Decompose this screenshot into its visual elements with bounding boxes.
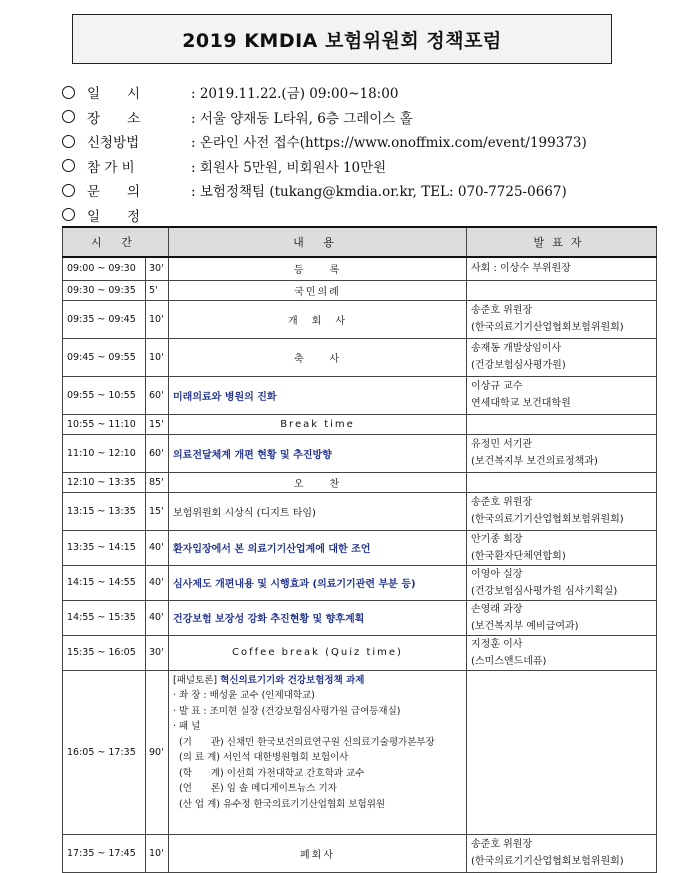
info-row xyxy=(62,80,662,105)
time-cell: 16:05 ~ 17:35 xyxy=(63,670,146,834)
content-cell: 오 찬 xyxy=(169,472,467,492)
duration-cell: 90' xyxy=(146,670,169,834)
time-cell: 09:45 ~ 09:55 xyxy=(63,338,146,376)
presenter-cell xyxy=(467,834,657,872)
content-cell: 등 록 xyxy=(169,257,467,280)
panel-line: (기 관) 신채민 한국보건의료연구원 신의료기술평가본부장 xyxy=(179,736,435,748)
table-row-panel xyxy=(63,670,657,834)
info-row xyxy=(62,129,662,154)
time-cell: 15:35 ~ 16:05 xyxy=(63,635,146,670)
presenter-affiliation: (한국의료기기산업협회보험위원회) xyxy=(471,856,624,867)
presenter-cell xyxy=(467,414,657,434)
presenter-name: 이영아 실장 xyxy=(471,568,523,580)
time-cell: 11:10 ~ 12:10 xyxy=(63,434,146,472)
duration-cell: 60' xyxy=(146,376,169,414)
presenter-cell xyxy=(467,300,657,338)
duration-cell: 30' xyxy=(146,635,169,670)
content-cell: 축 사 xyxy=(169,338,467,376)
presenter-cell xyxy=(467,434,657,472)
info-value: : 2019.11.22.(금) 09:00~18:00 xyxy=(191,86,399,103)
presenter-affiliation: (보건복지부 예비급여과) xyxy=(471,620,579,632)
presenter-affiliation: (한국의료기기산업협회보험위원회) xyxy=(471,322,624,333)
presenter-cell xyxy=(467,472,657,492)
panel-title: 혁신의료기기와 건강보험정책 과제 xyxy=(220,674,365,686)
time-cell: 13:15 ~ 13:35 xyxy=(63,492,146,530)
table-row xyxy=(63,472,657,492)
info-label: 신청방법 xyxy=(87,135,140,152)
circle-bullet-icon xyxy=(62,159,75,172)
panel-title-line xyxy=(173,673,462,689)
table-row xyxy=(63,257,657,280)
content-cell: 보험위원회 시상식 (디지트 타임) xyxy=(169,492,467,530)
time-cell: 10:55 ~ 11:10 xyxy=(63,414,146,434)
time-cell: 17:35 ~ 17:45 xyxy=(63,834,146,872)
info-row xyxy=(62,203,662,228)
table-row xyxy=(63,300,657,338)
presenter-name: 안기종 회장 xyxy=(471,533,523,545)
content-cell: Break time xyxy=(169,414,467,434)
info-label: 장 소 xyxy=(87,110,141,127)
duration-cell: 40' xyxy=(146,600,169,635)
header-time: 시 간 xyxy=(63,227,169,257)
content-cell: 건강보험 보장성 강화 추진현황 및 향후계획 xyxy=(169,600,467,635)
time-cell: 09:00 ~ 09:30 xyxy=(63,257,146,280)
table-row xyxy=(63,834,657,872)
panel-content-cell xyxy=(169,670,467,834)
table-row xyxy=(63,492,657,530)
table-row xyxy=(63,565,657,600)
table-row xyxy=(63,530,657,565)
panel-line: · 패 널 xyxy=(173,721,201,732)
circle-bullet-icon xyxy=(62,86,75,99)
content-cell: 폐회사 xyxy=(169,834,467,872)
presenter-cell xyxy=(467,635,657,670)
info-label: 문 의 xyxy=(87,184,141,201)
presenter-cell xyxy=(467,530,657,565)
table-row xyxy=(63,376,657,414)
content-cell: Coffee break (Quiz time) xyxy=(169,635,467,670)
panel-line: · 발 표 : 조미현 실장 (건강보험심사평가원 급여등재실) xyxy=(173,705,401,717)
presenter-affiliation: (보건복지부 보건의료정책과) xyxy=(471,456,598,467)
presenter-name: 유정민 서기관 xyxy=(471,439,533,450)
content-cell: 의료전달체계 개편 현황 및 추진방향 xyxy=(169,434,467,472)
time-cell: 14:15 ~ 14:55 xyxy=(63,565,146,600)
presenter-cell xyxy=(467,280,657,300)
info-label: 일 시 xyxy=(87,86,141,103)
presenter-name: 송준호 위원장 xyxy=(471,497,533,508)
duration-cell: 10' xyxy=(146,834,169,872)
presenter-name: 송준호 위원장 xyxy=(471,839,533,850)
presenter-affiliation: (한국의료기기산업협회보험위원회) xyxy=(471,514,624,525)
presenter-affiliation: (건강보험심사평가원 심사기획실) xyxy=(471,585,618,597)
info-label: 참 가 비 xyxy=(87,159,135,176)
presenter-name: 이상규 교수 xyxy=(471,381,523,392)
content-cell: 미래의료와 병원의 진화 xyxy=(169,376,467,414)
content-cell: 개 회 사 xyxy=(169,300,467,338)
page-title xyxy=(72,14,612,64)
table-row xyxy=(63,280,657,300)
duration-cell: 40' xyxy=(146,530,169,565)
panel-line: (학 계) 이선희 가천대학교 간호학과 교수 xyxy=(179,767,365,779)
circle-bullet-icon xyxy=(62,110,75,123)
presenter-cell xyxy=(467,670,657,834)
presenter-affiliation: 연세대학교 보건대학원 xyxy=(471,398,571,409)
info-value: : 보험정책팀 (tukang@kmdia.or.kr, TEL: 070-7725-0667) xyxy=(191,184,567,201)
table-row xyxy=(63,434,657,472)
time-cell: 09:55 ~ 10:55 xyxy=(63,376,146,414)
title-text: 2019 KMDIA 보험위원회 정책포럼 xyxy=(182,29,502,52)
panel-line: (산 업 계) 유수정 한국의료기기산업협회 보험위원 xyxy=(179,798,386,810)
presenter-name: 손영래 과장 xyxy=(471,603,523,615)
panel-line: (언 론) 임 솔 메디게이트뉴스 기자 xyxy=(179,783,337,794)
info-row xyxy=(62,178,662,203)
duration-cell: 30' xyxy=(146,257,169,280)
info-value: : 회원사 5만원, 비회원사 10만원 xyxy=(191,159,387,176)
table-row xyxy=(63,600,657,635)
circle-bullet-icon xyxy=(62,208,75,221)
schedule-table xyxy=(62,226,657,873)
info-row xyxy=(62,105,662,130)
presenter-affiliation: (건강보험심사평가원) xyxy=(471,360,566,371)
header-content: 내 용 xyxy=(169,227,467,257)
panel-line: · 좌 장 : 배성윤 교수 (인제대학교) xyxy=(173,690,315,701)
presenter-affiliation: (한국환자단체연합회) xyxy=(471,550,566,562)
content-cell: 국민의례 xyxy=(169,280,467,300)
presenter-name: 송재동 개발상임이사 xyxy=(471,343,562,354)
presenter-cell xyxy=(467,257,657,280)
table-row xyxy=(63,414,657,434)
panel-title-prefix: [패널토론] xyxy=(173,674,218,686)
duration-cell: 5' xyxy=(146,280,169,300)
duration-cell: 85' xyxy=(146,472,169,492)
presenter-name: 사회 : 이상수 부위원장 xyxy=(471,263,571,275)
content-cell: 심사제도 개편내용 및 시행효과 (의료기기관련 부분 등) xyxy=(169,565,467,600)
header-presenter: 발표자 xyxy=(467,227,657,257)
presenter-affiliation: (스미스앤드네퓨) xyxy=(471,655,547,667)
time-cell: 14:55 ~ 15:35 xyxy=(63,600,146,635)
presenter-cell xyxy=(467,600,657,635)
duration-cell: 10' xyxy=(146,338,169,376)
presenter-name: 송준호 위원장 xyxy=(471,305,533,316)
presenter-name: 지정훈 이사 xyxy=(471,638,523,650)
presenter-cell xyxy=(467,338,657,376)
time-cell: 09:35 ~ 09:45 xyxy=(63,300,146,338)
circle-bullet-icon xyxy=(62,135,75,148)
duration-cell: 60' xyxy=(146,434,169,472)
info-label: 일 정 xyxy=(87,208,141,225)
table-header-row xyxy=(63,227,657,257)
presenter-cell xyxy=(467,565,657,600)
info-value: : 온라인 사전 접수(https://www.onoffmix.com/event/199373) xyxy=(191,135,587,152)
table-row xyxy=(63,635,657,670)
event-info xyxy=(62,80,662,227)
info-row xyxy=(62,154,662,179)
content-cell: 환자입장에서 본 의료기기산업계에 대한 조언 xyxy=(169,530,467,565)
circle-bullet-icon xyxy=(62,184,75,197)
time-cell: 09:30 ~ 09:35 xyxy=(63,280,146,300)
duration-cell: 15' xyxy=(146,492,169,530)
panel-line: (의 료 계) 서인석 대한병원협회 보험이사 xyxy=(179,752,349,763)
info-value: : 서울 양재동 L타워, 6층 그레이스 홀 xyxy=(191,110,413,127)
time-cell: 12:10 ~ 13:35 xyxy=(63,472,146,492)
duration-cell: 10' xyxy=(146,300,169,338)
presenter-cell xyxy=(467,492,657,530)
table-row xyxy=(63,338,657,376)
time-cell: 13:35 ~ 14:15 xyxy=(63,530,146,565)
duration-cell: 40' xyxy=(146,565,169,600)
presenter-cell xyxy=(467,376,657,414)
duration-cell: 15' xyxy=(146,414,169,434)
